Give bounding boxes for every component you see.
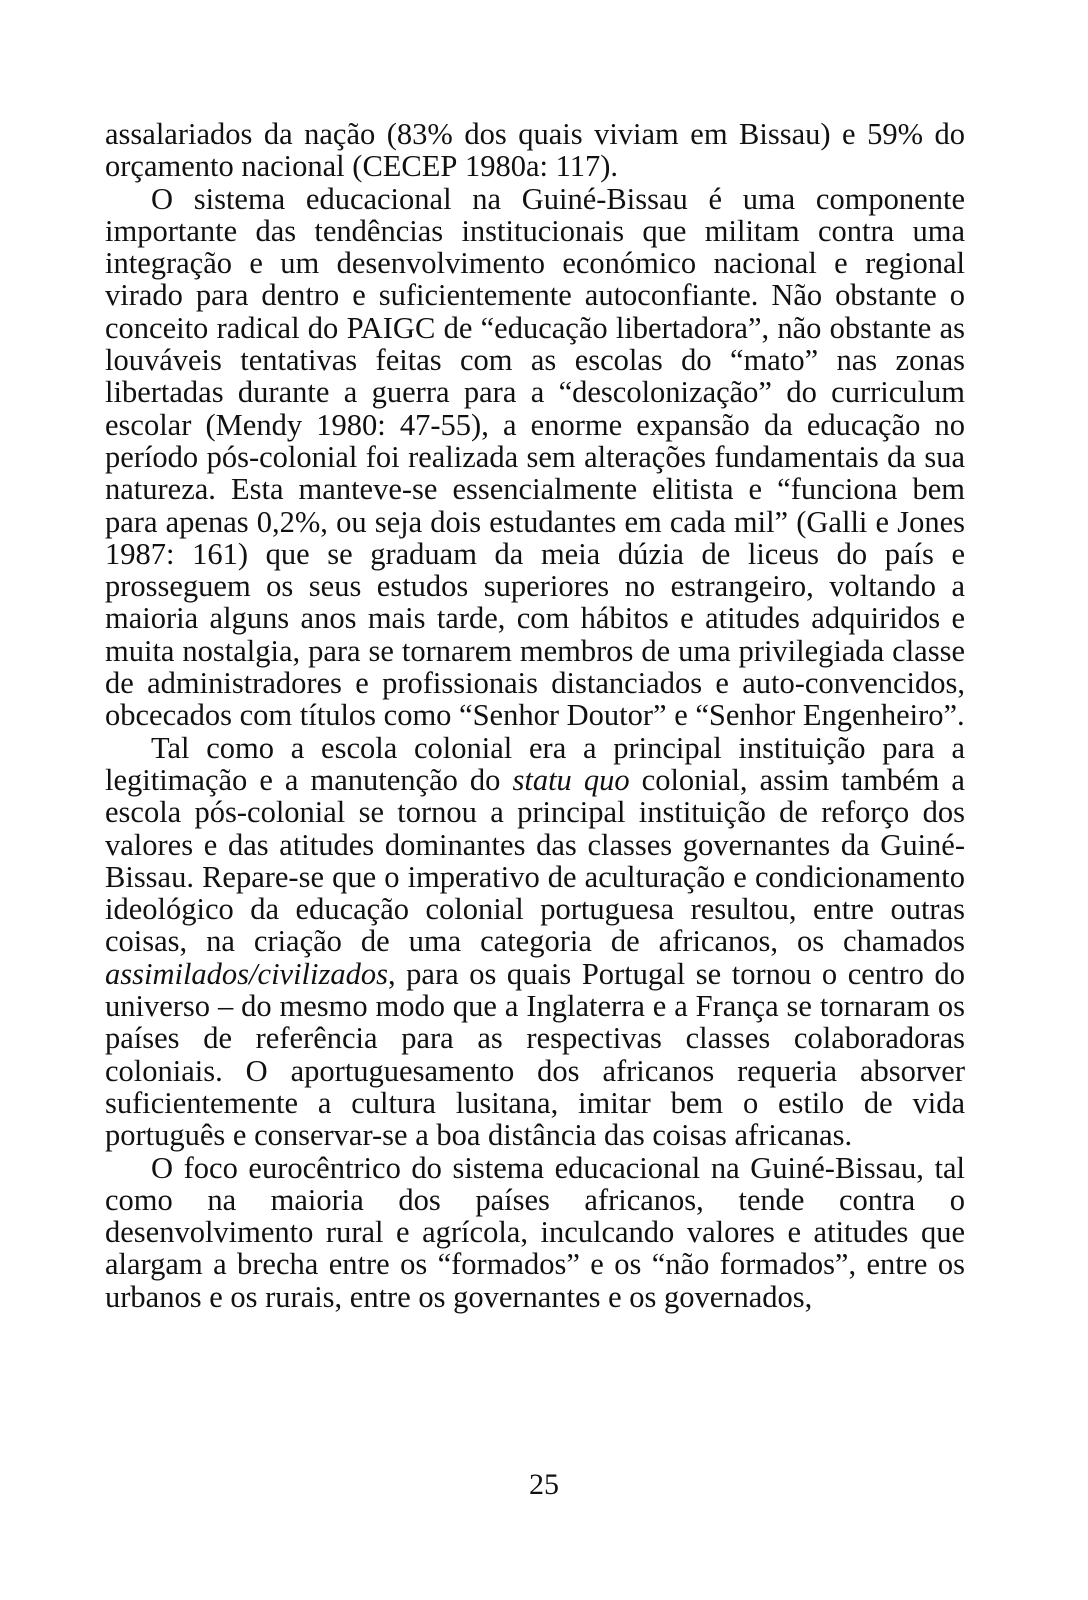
paragraph-1-text-1: assalariados da nação (83% dos quais viviam em Bissau) e 59% do orçamento nacional ( (105, 117, 965, 184)
paragraph-4-text-1: O foco eurocêntrico do sistema educacional na Guiné-Bissau, tal como na maioria dos países africanos, tende contra o desenvolvimento rural e agrícola, inculcando valores e atitudes que alargam a brecha entre os “formados” e os “não formados”, entre os urbanos e os rurais, entre os governantes e os governados, (105, 1150, 965, 1314)
paragraph-2-text-2: de “educação libertadora”, não obstante as louváveis tentativas feitas com as escolas do “mato” nas zonas libertadas durante a guerra para a “descolonização” do curriculum escolar (Mendy 1980: 47-55), a enorme expansão da educação no período pós-colonial foi realizada sem alterações fundamentais da sua natureza. Esta manteve-se essencialmente elitista e “funciona bem para apenas 0,2%, ou seja dois estudantes em cada mil” (Galli e Jones 1987: 161) que se graduam da meia dúzia de liceus do país e prosseguem os seus estudos superiores no estrangeiro, voltando a maioria alguns anos mais tarde, com hábitos e atitudes adquiridos e muita nostalgia, para se tornarem membros de uma privilegiada classe de administradores e profissionais distanciados e auto-convencidos, obcecados com títulos como “Senhor Doutor” e “Senhor Engenheiro”. (105, 310, 965, 733)
paragraph-1-text-2: 1980a: 117). (457, 149, 619, 184)
paragraph-3-text-1: Tal como a escola colonial era a principal instituição para a legitimação e a manutenção do (105, 730, 965, 797)
paragraph-1 (105, 118, 965, 183)
paragraph-3 (105, 732, 965, 1152)
italic-statu-quo: statu quo (512, 762, 630, 797)
paragraph-4 (105, 1152, 965, 1313)
page-number: 25 (529, 1468, 559, 1501)
page-body (105, 118, 965, 1313)
acronym-paigc: PAIGC (346, 310, 436, 345)
italic-assimilados-civilizados: assimilados/civilizados (105, 956, 388, 991)
acronym-cecep: CECEP (362, 149, 458, 184)
paragraph-3-text-3: , para os quais Portugal se tornou o centro do universo – do mesmo modo que a Inglaterra e a França se tornaram os países de referência para as respectivas classes colaboradoras coloniais. O aportuguesamento dos africanos requeria absorver suficientemente a cultura lusitana, imitar bem o estilo de vida português e conservar-se a boa distância das coisas africanas. (105, 956, 965, 1153)
paragraph-3-text-2: colonial, assim também a escola pós-colonial se tornou a principal instituição de reforço dos valores e das atitudes dominantes das classes governantes da Guiné-Bissau. Repare-se que o imperativo de aculturação e condicionamento ideológico da educação colonial portuguesa resultou, entre outras coisas, na criação de uma categoria de africanos, os chamados (105, 762, 965, 959)
paragraph-2 (105, 183, 965, 732)
paragraph-2-text-1: O sistema educacional na Guiné-Bissau é uma componente importante das tendências institucionais que militam contra uma integração e um desenvolvimento económico nacional e regional virado para dentro e suficientemente autoconfiante. Não obstante o conceito radical do (105, 181, 965, 345)
